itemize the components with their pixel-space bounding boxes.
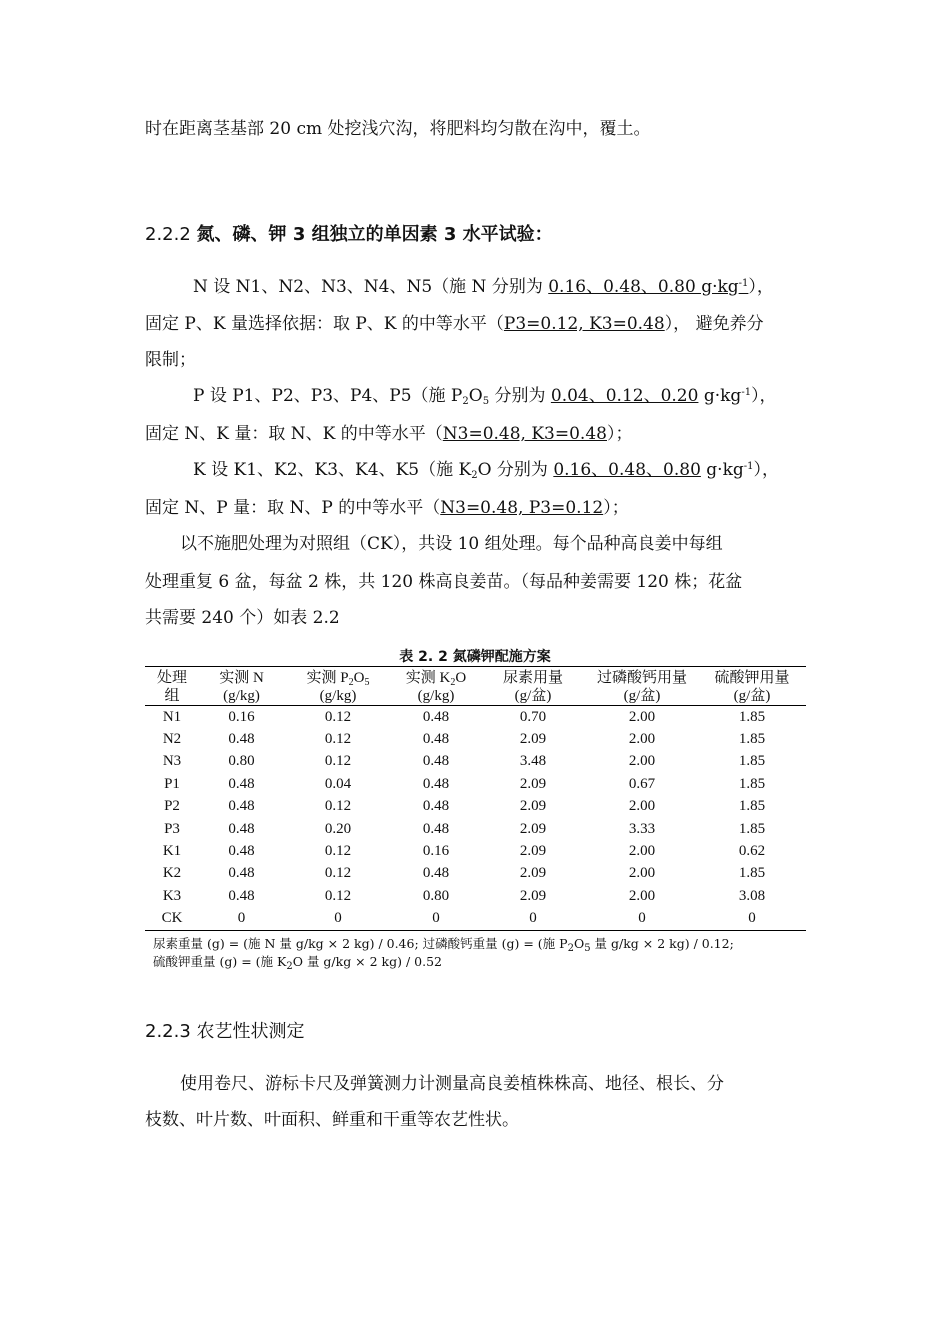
table-cell: 2.00 (628, 708, 656, 725)
table-cell: 2.00 (628, 753, 656, 770)
table-cell: N3 (162, 753, 182, 770)
table-cell: 1.85 (738, 775, 766, 792)
table-cell: K3 (162, 887, 182, 904)
table-cell: P1 (164, 775, 180, 792)
table-cell: 0.16 (422, 843, 450, 860)
col-header-group: 处理 组 (156, 670, 187, 704)
n-basis-line: 固定 P、K 量选择依据：取 P、K 的中等水平（P3=0.12, K3=0.48）， 避免养分 (145, 314, 764, 334)
table-row (145, 728, 806, 750)
table-cell: 0.48 (228, 775, 255, 792)
table-cell: 0.48 (228, 820, 255, 837)
section-number: 2.2.3 (145, 1021, 191, 1042)
fertilizer-table (145, 666, 806, 931)
col-header-superphosphate: 过磷酸钙用量 (g/盆) (596, 670, 687, 704)
k-basis-line: 固定 N、P 量：取 N、P 的中等水平（N3=0.48, P3=0.12）； (145, 498, 629, 518)
table-note-1: 尿素重量 (g) = (施 N 量 g/kg × 2 kg) / 0.46; 过磷酸钙重量 (g) = (施 $P_2O_5$ 量 g/kg × 2 kg) / 0.12; (153, 936, 734, 954)
table-cell: 0.20 (324, 820, 352, 837)
agro-line-1: 使用卷尺、游标卡尺及弹簧测力计测量高良姜植株株高、地径、根长、分 (180, 1074, 724, 1094)
table-row (145, 840, 806, 862)
table-cell: 0.48 (228, 798, 255, 815)
table-cell: 1.85 (738, 798, 766, 815)
table-cell: 0.12 (324, 708, 352, 725)
table-cell: 2.09 (519, 820, 547, 837)
intro-paragraph: 时在距离茎基部 20 cm 处挖浅穴沟，将肥料均匀散在沟中，覆土。 (145, 119, 651, 139)
col-header-k: 实测 $K_2O$ (g/kg) (405, 670, 467, 704)
table-cell: 0.12 (324, 753, 352, 770)
table-row (145, 773, 806, 795)
table-cell: 0 (432, 910, 440, 927)
n-setting-line: N 设 N1、N2、N3、N4、N5（施 N 分别为 0.16、0.48、0.80 $g\cdot kg^{-1}$）， (193, 277, 774, 297)
pk-level-values: P3=0.12, K3=0.48 (503, 314, 665, 334)
table-cell: 1.85 (738, 708, 766, 725)
table-cell: 0.48 (422, 820, 450, 837)
table-cell: 2.00 (628, 731, 656, 748)
table-cell: 2.09 (519, 775, 547, 792)
table-cell: 0.16 (228, 708, 255, 725)
table-cell: 0.12 (324, 798, 352, 815)
section-number: 2.2.2 (145, 224, 191, 245)
table-cell: 0.48 (228, 887, 255, 904)
table-row (145, 885, 806, 907)
table-cell: 0.48 (422, 731, 450, 748)
np-level-values: N3=0.48, P3=0.12 (440, 498, 604, 518)
table-cell: 0.48 (228, 865, 255, 882)
table-cell: 1.85 (738, 731, 766, 748)
table-cell: 2.00 (628, 843, 656, 860)
table-cell: 0.48 (422, 753, 450, 770)
table-cell: 2.09 (519, 731, 547, 748)
table-cell: 0.48 (422, 708, 450, 725)
table-cell: 2.09 (519, 865, 547, 882)
n-limit-line: 限制； (145, 350, 196, 370)
table-cell: P3 (164, 820, 180, 837)
table-header-row (145, 667, 806, 706)
table-cell: N1 (162, 708, 182, 725)
col-header-n: 实测 N (g/kg) (219, 670, 264, 704)
ck-line-3: 共需要 240 个）如表 2.2 (145, 608, 340, 628)
table-cell: 1.85 (738, 820, 766, 837)
table-cell: K1 (162, 843, 182, 860)
table-note-2: 硫酸钾重量 (g) = (施 $K_2O$ 量 g/kg × 2 kg) / 0.52 (153, 954, 442, 972)
table-cell: 2.00 (628, 887, 656, 904)
table-cell: P2 (164, 798, 180, 815)
table-row (145, 706, 806, 729)
section-heading-2-2-2 (145, 220, 553, 246)
nk-level-values: N3=0.48, K3=0.48 (442, 424, 607, 444)
table-cell: 0.48 (422, 775, 450, 792)
ck-line-1: 以不施肥处理为对照组（CK），共设 10 组处理。每个品种高良姜中每组 (180, 534, 723, 554)
p-setting-line: P 设 P1、P2、P3、P4、P5（施 $P_2O_5$ 分别为 0.04、0.12、0.20 $g\cdot kg^{-1}$）， (193, 386, 777, 407)
table-cell: 0.48 (422, 865, 450, 882)
p-basis-line: 固定 N、K 量：取 N、K 的中等水平（N3=0.48, K3=0.48）； (145, 424, 633, 444)
section-heading-2-2-3 (145, 1017, 305, 1043)
col-header-urea: 尿素用量 (g/盆) (502, 670, 563, 704)
table-cell: 0.12 (324, 865, 352, 882)
table-cell: 0.48 (422, 798, 450, 815)
table-cell: 0.80 (422, 887, 450, 904)
n-values: 0.16、0.48、0.80 $g\cdot kg^{-1}$ (548, 277, 749, 297)
table-cell: 0 (334, 910, 342, 927)
table-cell: 2.00 (628, 798, 656, 815)
table-cell: 0.70 (519, 708, 547, 725)
p-values: 0.04、0.12、0.20 (550, 386, 699, 406)
table-row (145, 818, 806, 840)
table-cell: 0.62 (738, 843, 766, 860)
table-row (145, 908, 806, 931)
col-header-potassium-sulfate: 硫酸钾用量 (g/盆) (714, 670, 790, 704)
table-cell: 0.48 (228, 843, 255, 860)
table-cell: 2.00 (628, 865, 656, 882)
section-title: 氮、磷、钾 3 组独立的单因素 3 水平试验： (196, 224, 553, 245)
table-row (145, 751, 806, 773)
table-cell: 0.04 (324, 775, 352, 792)
table-cell: 0 (237, 910, 246, 927)
table-cell: 2.09 (519, 887, 547, 904)
table-cell: 2.09 (519, 798, 547, 815)
table-cell: 0.12 (324, 843, 352, 860)
table-cell: 0.80 (228, 753, 255, 770)
table-cell: 0 (529, 910, 537, 927)
table-cell: 0.67 (628, 775, 656, 792)
table-cell: 1.85 (738, 865, 766, 882)
table-cell: 3.33 (628, 820, 656, 837)
table-caption: 表 2. 2 氮磷钾配施方案 (399, 649, 551, 665)
table-cell: 0 (638, 910, 646, 927)
agro-line-2: 枝数、叶片数、叶面积、鲜重和干重等农艺性状。 (145, 1110, 519, 1130)
ck-line-2: 处理重复 6 盆，每盆 2 株，共 120 株高良姜苗。（每品种姜需要 120 株；花盆 (145, 572, 743, 592)
k-setting-line: K 设 K1、K2、K3、K4、K5（施 $K_2O$ 分别为 0.16、0.48、0.80 $g\cdot kg^{-1}$）， (193, 460, 780, 481)
table-cell: N2 (162, 731, 182, 748)
table-row (145, 863, 806, 885)
k-values: 0.16、0.48、0.80 (553, 460, 701, 480)
col-header-p: 实测 $P_2O_5$ (g/kg) (306, 670, 370, 704)
table-cell: CK (161, 910, 183, 927)
section-title: 农艺性状测定 (196, 1021, 305, 1042)
table-row (145, 796, 806, 818)
table-cell: 0.12 (324, 731, 352, 748)
table-cell: 0 (748, 910, 756, 927)
table-cell: 3.48 (519, 753, 547, 770)
table-cell: 2.09 (519, 843, 547, 860)
table-cell: 0.48 (228, 731, 255, 748)
table-cell: 3.08 (738, 887, 766, 904)
table-cell: 0.12 (324, 887, 352, 904)
table-cell: 1.85 (738, 753, 766, 770)
table-cell: K2 (162, 865, 182, 882)
